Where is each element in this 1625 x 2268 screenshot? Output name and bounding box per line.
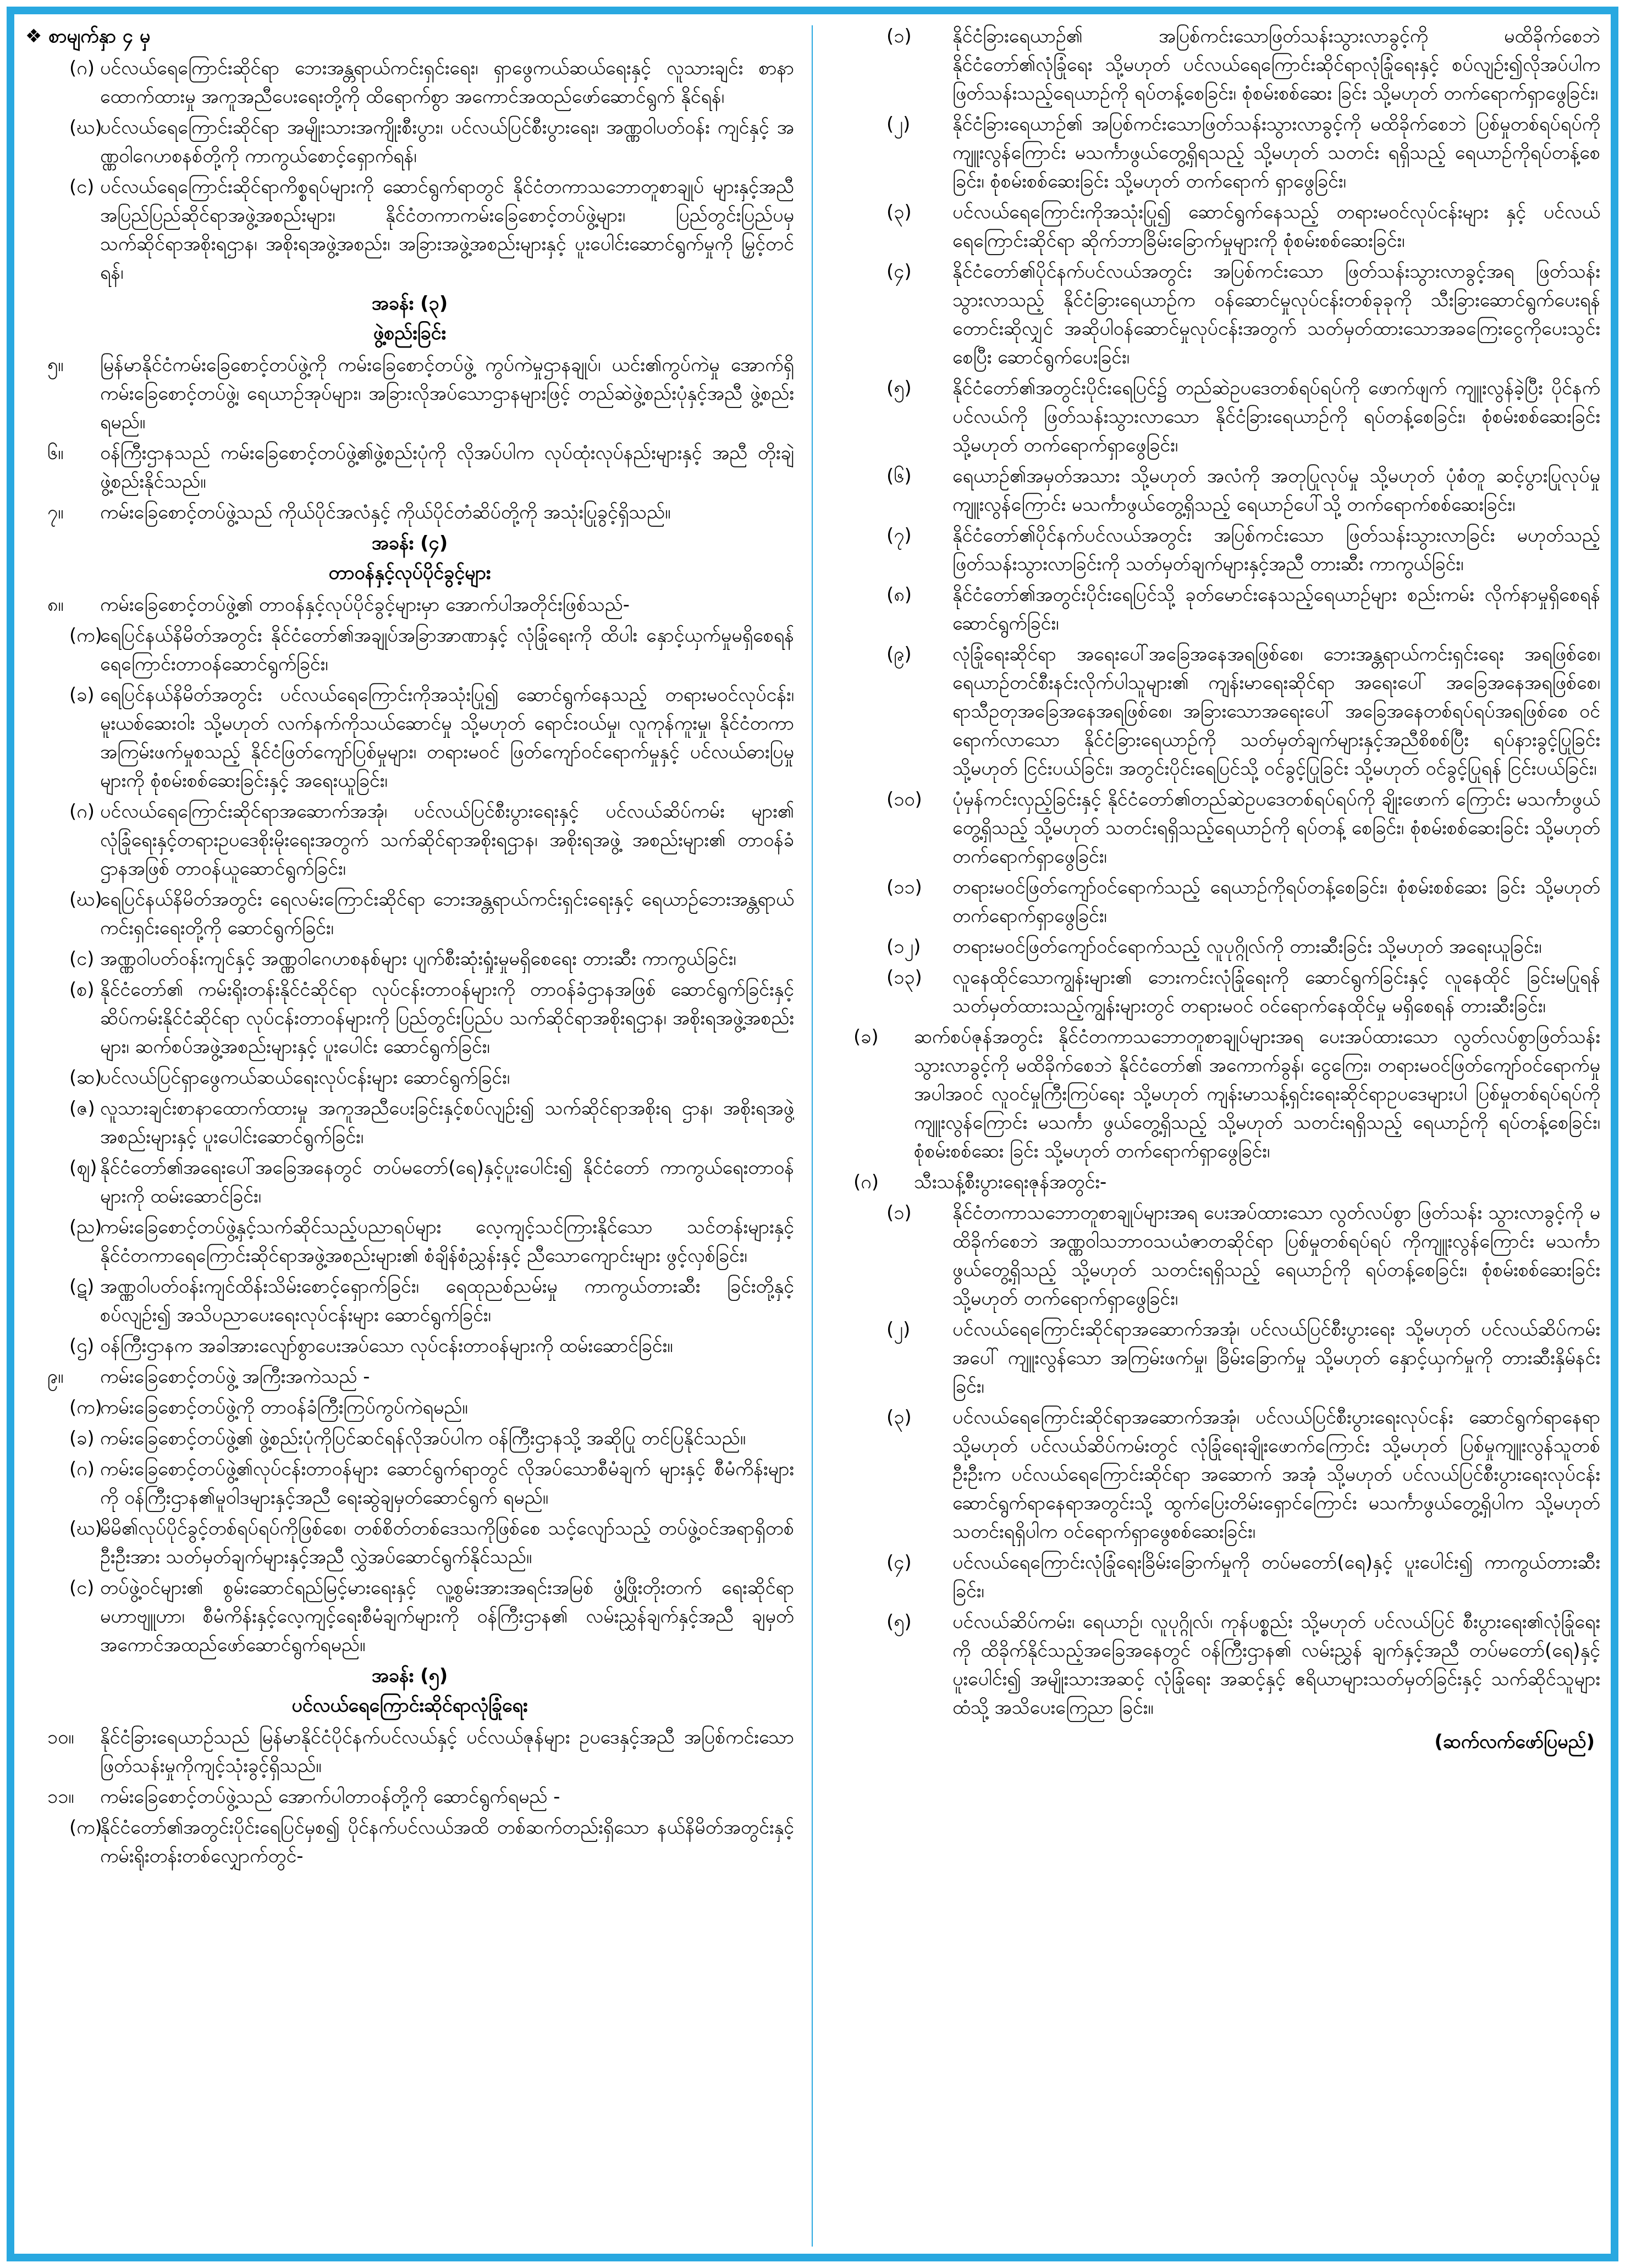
- item-label: (ဇ): [69, 1097, 95, 1119]
- sub-item: [831, 22, 1600, 108]
- item-label: (ဂ): [853, 1171, 879, 1193]
- left-column: [25, 22, 794, 2243]
- item-text: နိုင်ငံတော်၏ပိုင်နက်ပင်လယ်အတွင်း အပြစ်ကင်းသော ဖြတ်သန်းသွားလာခွင့်အရ ဖြတ်သန်းသွားလာသည့် နိုင်ငံခြားရေယာဉ်က ဝန်ဆောင်မှုလုပ်ငန်းတစ်ခုခုကို သီးခြားဆောင်ရွက်ပေးရန်တောင်းဆိုလျှင် အဆိုပါဝန်ဆောင်မှုလုပ်ငန်းအတွက် သတ်မှတ်ထားသောအခကြေးငွေကိုပေးသွင်းစေပြီး ဆောင်ရွက်ပေးခြင်း၊: [952, 261, 1600, 368]
- section-11-kha: [831, 1023, 1600, 1166]
- section-11-ka-subitems: [831, 22, 1600, 1020]
- sub-item: [831, 1199, 1600, 1313]
- item-text: ပင်လယ်ရေကြောင်းဆိုင်ရာကိစ္စရပ်များကို ဆောင်ရွက်ရာတွင် နိုင်ငံတကာသဘောတူစာချုပ် များနှင့်အညီ အပြည်ပြည်ဆိုင်ရာအဖွဲ့အစည်းများ၊ နိုင်ငံတကာကမ်းခြေစောင့်တပ်ဖွဲ့များ၊ ပြည်တွင်းပြည်ပမှ သက်ဆိုင်ရာအစိုးရဌာန၊ အစိုးရအဖွဲ့အစည်း၊ အခြားအဖွဲ့အစည်းများနှင့် ပူးပေါင်းဆောင်ရွက်မှုကို မြှင့်တင်ရန်၊: [100, 176, 794, 284]
- section-label: ၁၁။: [47, 1786, 74, 1808]
- intro-list: [25, 54, 794, 287]
- item-text: ပုံမှန်ကင်းလှည့်ခြင်းနှင့် နိုင်ငံတော်၏တည်ဆဲဥပဒေတစ်ရပ်ရပ်ကို ချိုးဖောက် ကြောင်း မသင်္ကာဖွယ်တွေ့ရှိသည့် သို့မဟုတ် သတင်းရရှိသည့်ရေယာဉ်ကို ရပ်တန့် စေခြင်း၊ စုံစမ်းစစ်ဆေးခြင်း သို့မဟုတ် တက်ရောက်ရှာဖွေခြင်း၊: [952, 788, 1600, 868]
- item-text: ဝန်ကြီးဌာနသည် ကမ်းခြေစောင့်တပ်ဖွဲ့၏ဖွဲ့စည်းပုံကို လိုအပ်ပါက လုပ်ထုံးလုပ်နည်းများနှင့် အညီ တိုးချဲ့ဖွဲ့စည်းနိုင်သည်။: [100, 442, 794, 493]
- item-label: (၁): [886, 25, 912, 47]
- item-label: (စ): [69, 979, 95, 1001]
- chapter-3-sections: [25, 351, 794, 527]
- item-text: ရေပြင်နယ်နိမိတ်အတွင်း ပင်လယ်ရေကြောင်းကိုအသုံးပြု၍ ဆောင်ရွက်နေသည့် တရားမဝင်လုပ်ငန်း၊ မူးယစ်ဆေးဝါး သို့မဟုတ် လက်နက်ကိုသယ်ဆောင်မှု သို့မဟုတ် ရောင်းဝယ်မှု၊ လူကုန်ကူးမှု၊ နိုင်ငံတကာအကြမ်းဖက်မှုစသည့် နိုင်ငံဖြတ်ကျော်ပြစ်မှုများ၊ တရားမဝင် ဖြတ်ကျော်ဝင်ရောက်မှုနှင့် ပင်လယ်ဓားပြမှုများကို စုံစမ်းစစ်ဆေးခြင်းနှင့် အရေးယူခြင်း၊: [100, 684, 794, 792]
- sub-item: [831, 1548, 1600, 1605]
- item-text: တရားမဝင်ဖြတ်ကျော်ဝင်ရောက်သည့် လူပုဂ္ဂိုလ်ကို တားဆီးခြင်း သို့မဟုတ် အရေးယူခြင်း၊: [952, 936, 1542, 958]
- objective-item: [25, 113, 794, 170]
- item-text: ဝန်ကြီးဌာနက အခါအားလျော်စွာပေးအပ်သော လုပ်ငန်းတာဝန်များကို ထမ်းဆောင်ခြင်း။: [100, 1335, 673, 1357]
- section-text: ကမ်းခြေစောင့်တပ်ဖွဲ့ အကြီးအကဲသည် -: [100, 1366, 370, 1388]
- duty-item: [25, 1813, 794, 1870]
- item-label: (ခ): [69, 1427, 95, 1449]
- item-label: ၅။: [47, 354, 64, 376]
- item-text: ကမ်းခြေစောင့်တပ်ဖွဲ့၏လုပ်ငန်းတာဝန်များ ဆောင်ရွက်ရာတွင် လိုအပ်သောစီမံချက် များနှင့် စီမံကိန်းများကို ဝန်ကြီးဌာန၏မူဝါဒများနှင့်အညီ ရေးဆွဲချမှတ်ဆောင်ရွက် ရမည်။: [100, 1458, 794, 1509]
- section-label: ၉။: [47, 1366, 64, 1388]
- chapter-3-title: အခန်း (၃): [371, 293, 448, 314]
- item-label: (၄): [886, 261, 912, 283]
- item-text: ပင်လယ်ဆိပ်ကမ်း၊ ရေယာဉ်၊ လူပုဂ္ဂိုလ်၊ ကုန်ပစ္စည်း သို့မဟုတ် ပင်လယ်ပြင် စီးပွားရေး၏လုံခြုံရေးကို ထိခိုက်နိုင်သည့်အခြေအနေတွင် ဝန်ကြီးဌာန၏ လမ်းညွှန် ချက်နှင့်အညီ တပ်မတော်(ရေ)နှင့်ပူးပေါင်း၍ အမျိုးသားအဆင့် လုံခြုံရေး အဆင့်နှင့် ဧရိယာများသတ်မှတ်ခြင်းနှင့် သက်ဆိုင်သူများထံသို့ အသိပေးကြေညာ ခြင်း။: [952, 1611, 1600, 1719]
- chapter-4-title: အခန်း (၄): [371, 532, 448, 554]
- sub-item: [831, 110, 1600, 196]
- item-text: လူသားချင်းစာနာထောက်ထားမှု အကူအညီပေးခြင်းနှင့်စပ်လျဉ်း၍ သက်ဆိုင်ရာအစိုးရ ဌာန၊ အစိုးရအဖွဲ့အစည်းများနှင့် ပူးပေါင်းဆောင်ရွက်ခြင်း၊: [100, 1097, 794, 1148]
- item-label: (င): [69, 176, 95, 198]
- section-paragraph: [25, 351, 794, 437]
- section-8-items: [25, 621, 794, 1360]
- duty-item: [25, 1063, 794, 1092]
- item-text: ရေယာဉ်၏အမှတ်အသား သို့မဟုတ် အလံကို အတုပြုလုပ်မှု သို့မဟုတ် ပုံစံတူ ဆင့်ပွားပြုလုပ်မှုကျူးလွန်ကြောင်း မသင်္ကာဖွယ်တွေ့ရှိသည့် ရေယာဉ်ပေါ်သို့ တက်ရောက်စစ်ဆေးခြင်း၊: [952, 465, 1600, 516]
- item-text: ပင်လယ်ရေကြောင်းဆိုင်ရာ ဘေးအန္တရာယ်ကင်းရှင်းရေး၊ ရှာဖွေကယ်ဆယ်ရေးနှင့် လူသားချင်း စာနာထောက်ထားမှု အကူအညီပေးရေးတို့ကို ထိရောက်စွာ အကောင်အထည်ဖော်ဆောင်ရွက် နိုင်ရန်၊: [100, 57, 794, 108]
- item-text: ပင်လယ်ရေကြောင်းကိုအသုံးပြု၍ ဆောင်ရွက်နေသည့် တရားမဝင်လုပ်ငန်းများ နှင့် ပင်လယ်ရေကြောင်းဆိုင်ရာ ဆိုက်ဘာခြိမ်းခြောက်မှုများကို စုံစမ်းစစ်ဆေးခြင်း၊: [952, 201, 1600, 252]
- item-label: (ဂ): [69, 57, 95, 79]
- sub-item: [831, 785, 1600, 871]
- item-label: (က): [69, 625, 102, 647]
- duty-item: [25, 1455, 794, 1512]
- duty-item: [25, 1332, 794, 1360]
- item-label: (ဌ): [69, 1335, 95, 1357]
- section-8: [25, 591, 794, 619]
- item-label: (၆): [886, 465, 912, 487]
- item-text: နိုင်ငံတော်၏ ကမ်းရိုးတန်းနိုင်ငံဆိုင်ရာ လုပ်ငန်းတာဝန်များကို တာဝန်ခံဌာနအဖြစ် ဆောင်ရွက်ခြင်းနှင့် ဆိပ်ကမ်းနိုင်ငံဆိုင်ရာ လုပ်ငန်းတာဝန်များကို ပြည်တွင်းပြည်ပ သက်ဆိုင်ရာအစိုးရဌာန၊ အစိုးရအဖွဲ့အစည်းများ၊ ဆက်စပ်အဖွဲ့အစည်းများနှင့် ပူးပေါင်း ဆောင်ရွက်ခြင်း၊: [100, 979, 794, 1058]
- item-text: ကမ်းခြေစောင့်တပ်ဖွဲ့ကို တာဝန်ခံကြီးကြပ်ကွပ်ကဲရမည်။: [100, 1397, 468, 1419]
- sub-item: [831, 374, 1600, 460]
- sub-item: [831, 257, 1600, 372]
- item-text: ပင်လယ်ရေကြောင်းလုံခြုံရေးခြိမ်းခြောက်မှုကို တပ်မတော်(ရေ)နှင့် ပူးပေါင်း၍ ကာကွယ်တားဆီးခြင်း၊: [952, 1552, 1600, 1602]
- item-label: (ခ): [853, 1026, 879, 1048]
- item-text: ကမ်းခြေစောင့်တပ်ဖွဲ့နှင့်သက်ဆိုင်သည့်ပညာရပ်များ လေ့ကျင့်သင်ကြားနိုင်သော သင်တန်းများနှင့် နိုင်ငံတကာရေကြောင်းဆိုင်ရာအဖွဲ့အစည်းများ၏ စံချိန်စံညွှန်းနှင့် ညီသောကျောင်းများ ဖွင့်လှစ်ခြင်း၊: [100, 1216, 794, 1267]
- sub-item: [831, 1608, 1600, 1722]
- section-label: ၁၀။: [47, 1726, 74, 1748]
- item-text: မိမိ၏လုပ်ပိုင်ခွင့်တစ်ရပ်ရပ်ကိုဖြစ်စေ၊ တစ်စိတ်တစ်ဒေသကိုဖြစ်စေ သင့်လျော်သည့် တပ်ဖွဲ့ဝင်အရာရှိတစ်ဦးဦးအား သတ်မှတ်ချက်များနှင့်အညီ လွှဲအပ်ဆောင်ရွက်နိုင်သည်။: [100, 1517, 794, 1568]
- item-label: (၁၃): [886, 967, 922, 989]
- section-11-ga-subitems: [831, 1199, 1600, 1722]
- section-11-ga: [831, 1168, 1600, 1196]
- sub-item: [831, 1403, 1600, 1546]
- section-9: [25, 1362, 794, 1391]
- sub-item: [831, 1315, 1600, 1401]
- item-text: နိုင်ငံတော်၏အတွင်းပိုင်းရေပြင်မှစ၍ ပိုင်နက်ပင်လယ်အထိ တစ်ဆက်တည်းရှိသော နယ်နိမိတ်အတွင်းနှင့် ကမ်းရိုးတန်းတစ်လျှောက်တွင်-: [100, 1817, 794, 1867]
- duty-item: [25, 1094, 794, 1151]
- item-label: (၃): [886, 1406, 912, 1428]
- item-label: (ဃ): [69, 117, 102, 139]
- duty-item: [25, 1154, 794, 1211]
- item-label: (ဃ): [69, 1517, 102, 1539]
- item-label: (ဂ): [69, 1458, 95, 1480]
- item-text: တရားမဝင်ဖြတ်ကျော်ဝင်ရောက်သည့် ရေယာဉ်ကိုရပ်တန့်စေခြင်း၊ စုံစမ်းစစ်ဆေး ခြင်း သို့မဟုတ် တက်ရောက်ရှာဖွေခြင်း၊: [952, 876, 1600, 927]
- duty-item: [25, 975, 794, 1061]
- sub-item: [831, 462, 1600, 519]
- section-text: ကမ်းခြေစောင့်တပ်ဖွဲ့သည် အောက်ပါတာဝန်တို့ကို ဆောင်ရွက်ရမည် -: [100, 1786, 560, 1808]
- to-be-continued: (ဆက်လက်ဖော်ပြမည်): [1434, 1731, 1595, 1753]
- section-11-items: [25, 1813, 794, 1870]
- chapter-5-title: အခန်း (၅): [371, 1665, 448, 1687]
- duty-item: [25, 681, 794, 795]
- item-text: နိုင်ငံခြားရေယာဉ်၏ အပြစ်ကင်းသောဖြတ်သန်းသွားလာခွင့်ကို မထိခိုက်စေဘဲ နိုင်ငံတော်၏လုံခြုံရေး သို့မဟုတ် ပင်လယ်ရေကြောင်းဆိုင်ရာလုံခြုံရေးနှင့် စပ်လျဉ်း၍လိုအပ်ပါက ဖြတ်သန်းသည့်ရေယာဉ်ကို ရပ်တန့်စေခြင်း၊ စုံစမ်းစစ်ဆေး ခြင်း သို့မဟုတ် တက်ရောက်ရှာဖွေခြင်း၊: [952, 25, 1600, 104]
- sub-item: [831, 640, 1600, 783]
- item-text: နိုင်ငံတော်၏အတွင်းပိုင်းရေပြင်၌ တည်ဆဲဥပဒေတစ်ရပ်ရပ်ကို ဖောက်ဖျက် ကျူးလွန်ခဲ့ပြီး ပိုင်နက်ပင်လယ်ကို ဖြတ်သန်းသွားလာသော နိုင်ငံခြားရေယာဉ်ကို ရပ်တန့်စေခြင်း၊ စုံစမ်းစစ်ဆေးခြင်း သို့မဟုတ် တက်ရောက်ရှာဖွေခြင်း၊: [952, 377, 1600, 456]
- item-label: (ဂ): [69, 801, 95, 823]
- item-label: (၉): [886, 643, 912, 665]
- item-text: ကမ်းခြေစောင့်တပ်ဖွဲ့သည် ကိုယ်ပိုင်အလံနှင့် ကိုယ်ပိုင်တံဆိပ်တို့ကို အသုံးပြုခွင့်ရှိသည်။: [100, 501, 671, 523]
- sub-item: [831, 963, 1600, 1020]
- item-label: (၅): [886, 1611, 912, 1633]
- duty-item: [25, 885, 794, 942]
- right-column: [831, 22, 1600, 2243]
- item-text: လုံခြုံရေးဆိုင်ရာ အရေးပေါ်အခြေအနေအရဖြစ်စေ၊ ဘေးအန္တရာယ်ကင်းရှင်းရေး အရဖြစ်စေ၊ ရေယာဉ်တင်စီးနင်းလိုက်ပါသူများ၏ ကျန်းမာရေးဆိုင်ရာ အရေးပေါ် အခြေအနေအရဖြစ်စေ၊ ရာသီဥတုအခြေအနေအရဖြစ်စေ၊ အခြားသောအရေးပေါ် အခြေအနေတစ်ရပ်ရပ်အရဖြစ်စေ ဝင်ရောက်လာသော နိုင်ငံခြားရေယာဉ်ကို သတ်မှတ်ချက်များနှင့်အညီစိစစ်ပြီး ရပ်နားခွင့်ပြုခြင်း သို့မဟုတ် ငြင်းပယ်ခြင်း၊ အတွင်းပိုင်းရေပြင်သို့ ဝင်ခွင့်ပြုခြင်း သို့မဟုတ် ဝင်ခွင့်ပြုရန် ငြင်းပယ်ခြင်း၊: [952, 643, 1600, 780]
- item-text: သီးသန့်စီးပွားရေးဇုန်အတွင်း-: [914, 1171, 1107, 1193]
- item-text: ပင်လယ်ရေကြောင်းဆိုင်ရာ အမျိုးသားအကျိုးစီးပွား၊ ပင်လယ်ပြင်စီးပွားရေး၊ အဏ္ဏဝါပတ်ဝန်း ကျင်နှင့် အဏ္ဏဝါဂေဟစနစ်တို့ကို ကာကွယ်စောင့်ရှောက်ရန်၊: [100, 117, 794, 167]
- item-text: နိုင်ငံတော်၏အတွင်းပိုင်းရေပြင်သို့ ခုတ်မောင်းနေသည့်ရေယာဉ်များ စည်းကမ်း လိုက်နာမှုရှိစေရန် ဆောင်ရွက်ခြင်း၊: [952, 584, 1600, 634]
- item-label: (င): [69, 948, 95, 970]
- item-text: ရေပြင်နယ်နိမိတ်အတွင်း နိုင်ငံတော်၏အချုပ်အခြာအာဏာနှင့် လုံခြုံရေးကို ထိပါး နှောင့်ယှက်မှုမရှိစေရန် ရေကြောင်းတာဝန်ဆောင်ရွက်ခြင်း၊: [100, 625, 794, 675]
- section-text: ကမ်းခြေစောင့်တပ်ဖွဲ့၏ တာဝန်နှင့်လုပ်ပိုင်ခွင့်များမှာ အောက်ပါအတိုင်းဖြစ်သည်-: [100, 594, 630, 616]
- item-label: (ဃ): [69, 889, 102, 910]
- newspaper-page: [7, 7, 1618, 2261]
- item-label: (၁၀): [886, 788, 922, 810]
- section-label: ၈။: [47, 594, 64, 616]
- chapter-4-subtitle: တာဝန်နှင့်လုပ်ပိုင်ခွင့်များ: [328, 562, 491, 584]
- duty-item: [25, 1213, 794, 1270]
- item-label: (၁၂): [886, 936, 921, 958]
- item-text: နိုင်ငံခြားရေယာဉ်၏ အပြစ်ကင်းသောဖြတ်သန်းသွားလာခွင့်ကို မထိခိုက်စေဘဲ ပြစ်မှုတစ်ရပ်ရပ်ကို ကျူးလွန်ကြောင်း မသင်္ကာဖွယ်တွေ့ရှိရသည့် သို့မဟုတ် သတင်း ရရှိသည့် ရေယာဉ်ကိုရပ်တန့်စေခြင်း၊ စုံစမ်းစစ်ဆေးခြင်း သို့မဟုတ် တက်ရောက် ရှာဖွေခြင်း၊: [952, 113, 1600, 192]
- item-text: ပင်လယ်ရေကြောင်းဆိုင်ရာအဆောက်အအုံ၊ ပင်လယ်ပြင်စီးပွားရေးလုပ်ငန်း ဆောင်ရွက်ရာနေရာ သို့မဟုတ် ပင်လယ်ဆိပ်ကမ်းတွင် လုံခြုံရေးချိုးဖောက်ကြောင်း သို့မဟုတ် ပြစ်မှုကျူးလွန်သူတစ်ဦးဦးက ပင်လယ်ရေကြောင်းဆိုင်ရာ အဆောက် အအုံ သို့မဟုတ် ပင်လယ်ပြင်စီးပွားရေးလုပ်ငန်း ဆောင်ရွက်ရာနေရာအတွင်းသို့ ထွက်ပြေးတိမ်းရှောင်ကြောင်း မသင်္ကာဖွယ်တွေ့ရှိပါက သို့မဟုတ် သတင်းရရှိပါက ဝင်ရောက်ရှာဖွေစစ်ဆေးခြင်း၊: [952, 1406, 1600, 1543]
- item-label: (၄): [886, 1552, 912, 1574]
- objective-item: [25, 54, 794, 111]
- item-label: (၃): [886, 201, 912, 223]
- item-label: (က): [69, 1397, 102, 1419]
- section-11: [25, 1783, 794, 1811]
- item-label: ၇။: [47, 501, 64, 523]
- sub-item: [831, 932, 1600, 961]
- continued-from-header: ❖ စာမျက်နှာ ၄ မှ: [25, 25, 151, 47]
- item-text: နိုင်ငံတော်၏အရေးပေါ်အခြေအနေတွင် တပ်မတော်(ရေ)နှင့်ပူးပေါင်း၍ နိုင်ငံတော် ကာကွယ်ရေးတာဝန်များကို ထမ်းဆောင်ခြင်း၊: [100, 1157, 794, 1207]
- item-label: (ခ): [69, 684, 95, 706]
- item-text: ပင်လယ်ပြင်ရှာဖွေကယ်ဆယ်ရေးလုပ်ငန်းများ ဆောင်ရွက်ခြင်း၊: [100, 1067, 510, 1089]
- duty-item: [25, 945, 794, 973]
- item-label: (ဆ): [69, 1067, 102, 1089]
- item-label: (၇): [886, 525, 912, 547]
- item-label: (၂): [886, 1318, 911, 1340]
- item-text: ပင်လယ်ရေကြောင်းဆိုင်ရာအဆောက်အအုံ၊ ပင်လယ်ပြင်စီးပွားရေး သို့မဟုတ် ပင်လယ်ဆိပ်ကမ်းအပေါ် ကျူးလွန်သော အကြမ်းဖက်မှု၊ ခြိမ်းခြောက်မှု သို့မဟုတ် နှောင့်ယှက်မှုကို တားဆီးနှိမ်နင်းခြင်း၊: [952, 1318, 1600, 1398]
- chapter-3-subtitle: ဖွဲ့စည်းခြင်း: [373, 322, 447, 344]
- item-label: (င): [69, 1577, 95, 1599]
- item-text: မြန်မာနိုင်ငံကမ်းခြေစောင့်တပ်ဖွဲ့ကို ကမ်းခြေစောင့်တပ်ဖွဲ့ ကွပ်ကဲမှုဌာနချုပ်၊ ယင်း၏ကွပ်ကဲမှု အောက်ရှိ ကမ်းခြေစောင့်တပ်ဖွဲ့၊ ရေယာဉ်အုပ်များ၊ အခြားလိုအပ်သောဌာနများဖြင့် တည်ဆဲဖွဲ့စည်းပုံနှင့်အညီ ဖွဲ့စည်းရမည်။: [100, 354, 794, 433]
- item-label: (ဈ): [69, 1157, 97, 1179]
- item-label: (၅): [886, 377, 912, 399]
- item-text: တပ်ဖွဲ့ဝင်များ၏ စွမ်းဆောင်ရည်မြင့်မားရေးနှင့် လူ့စွမ်းအားအရင်းအမြစ် ဖွံ့ဖြိုးတိုးတက် ရေးဆိုင်ရာ မဟာဗျူဟာ၊ စီမံကိန်းနှင့်လေ့ကျင့်ရေးစီမံချက်များကို ဝန်ကြီးဌာန၏ လမ်းညွှန်ချက်နှင့်အညီ ချမှတ်အကောင်အထည်ဖော်ဆောင်ရွက်ရမည်။: [100, 1577, 794, 1656]
- item-label: (ည): [69, 1216, 102, 1238]
- item-text: နိုင်ငံတကာသဘောတူစာချုပ်များအရ ပေးအပ်ထားသော လွတ်လပ်စွာ ဖြတ်သန်း သွားလာခွင့်ကို မထိခိုက်စေဘဲ အဏ္ဏဝါသဘာဝသယံဇာတဆိုင်ရာ ပြစ်မှုတစ်ရပ်ရပ် ကိုကျူးလွန်ကြောင်း မသင်္ကာဖွယ်တွေ့ရှိသည့် သို့မဟုတ် သတင်းရရှိသည့် ရေယာဉ်ကို ရပ်တန့်စေခြင်း၊ စုံစမ်းစစ်ဆေးခြင်း သို့မဟုတ် တက်ရောက်ရှာဖွေခြင်း၊: [952, 1202, 1600, 1310]
- item-text: ဆက်စပ်ဇုန်အတွင်း နိုင်ငံတကာသဘောတူစာချုပ်များအရ ပေးအပ်ထားသော လွတ်လပ်စွာဖြတ်သန်းသွားလာခွင့်ကို မထိခိုက်စေဘဲ နိုင်ငံတော်၏ အကောက်ခွန်၊ ငွေကြေး၊ တရားမဝင်ဖြတ်ကျော်ဝင်ရောက်မှုအပါအဝင် လူဝင်မှုကြီးကြပ်ရေး သို့မဟုတ် ကျန်းမာသန့်ရှင်းရေးဆိုင်ရာဥပဒေများပါ ပြစ်မှုတစ်ရပ်ရပ်ကို ကျူးလွန်ကြောင်း မသင်္ကာ ဖွယ်တွေ့ရှိသည့် သို့မဟုတ် သတင်းရရှိသည့် ရေယာဉ်ကို ရပ်တန့်စေခြင်း၊ စုံစမ်းစစ်ဆေး ခြင်း သို့မဟုတ် တက်ရောက်ရှာဖွေခြင်း၊: [914, 1026, 1600, 1162]
- sub-item: [831, 521, 1600, 578]
- section-10: [25, 1723, 794, 1780]
- item-label: (၂): [886, 113, 911, 135]
- duty-item: [25, 1574, 794, 1659]
- duty-item: [25, 1424, 794, 1453]
- item-label: (၈): [886, 584, 912, 606]
- section-text: နိုင်ငံခြားရေယာဉ်သည် မြန်မာနိုင်ငံပိုင်နက်ပင်လယ်နှင့် ပင်လယ်ဇုန်များ ဥပဒေနှင့်အညီ အပြစ်ကင်းသော ဖြတ်သန်းမှုကိုကျင့်သုံးခွင့်ရှိသည်။: [100, 1726, 794, 1777]
- item-label: ၆။: [47, 442, 64, 464]
- item-label: (၁): [886, 1202, 912, 1224]
- duty-item: [25, 1272, 794, 1329]
- item-label: (၁၁): [886, 876, 922, 898]
- sub-item: [831, 873, 1600, 930]
- item-label: (က): [69, 1817, 102, 1839]
- item-text: လူနေထိုင်သောကျွန်းများ၏ ဘေးကင်းလုံခြုံရေးကို ဆောင်ရွက်ခြင်းနှင့် လူနေထိုင် ခြင်းမပြုရန် သတ်မှတ်ထားသည့်ကျွန်းများတွင် တရားမဝင် ဝင်ရောက်နေထိုင်မှု မရှိစေရန် တားဆီးခြင်း၊: [952, 967, 1600, 1017]
- section-9-items: [25, 1393, 794, 1659]
- chapter-5-subtitle: ပင်လယ်ရေကြောင်းဆိုင်ရာလုံခြုံရေး: [291, 1695, 528, 1717]
- objective-item: [25, 173, 794, 287]
- item-text: အဏ္ဏဝါပတ်ဝန်းကျင်နှင့် အဏ္ဏဝါဂေဟစနစ်များ ပျက်စီးဆုံးရှုံးမှုမရှိစေရေး တားဆီး ကာကွယ်ခြင်း၊: [100, 948, 736, 970]
- item-text: နိုင်ငံတော်၏ပိုင်နက်ပင်လယ်အတွင်း အပြစ်ကင်းသော ဖြတ်သန်းသွားလာခြင်း မဟုတ်သည့် ဖြတ်သန်းသွားလာခြင်းကို သတ်မှတ်ချက်များနှင့်အညီ တားဆီး ကာကွယ်ခြင်း၊: [952, 525, 1600, 575]
- duty-item: [25, 797, 794, 883]
- item-label: (ဋ): [69, 1276, 95, 1298]
- sub-item: [831, 581, 1600, 638]
- duty-item: [25, 621, 794, 678]
- item-text: ရေပြင်နယ်နိမိတ်အတွင်း ရေလမ်းကြောင်းဆိုင်ရာ ဘေးအန္တရာယ်ကင်းရှင်းရေးနှင့် ရေယာဉ်ဘေးအန္တရာယ်ကင်းရှင်းရေးတို့ကို ဆောင်ရွက်ခြင်း၊: [100, 889, 794, 939]
- section-paragraph: [25, 439, 794, 496]
- duty-item: [25, 1393, 794, 1422]
- item-text: ကမ်းခြေစောင့်တပ်ဖွဲ့၏ ဖွဲ့စည်းပုံကိုပြင်ဆင်ရန်လိုအပ်ပါက ဝန်ကြီးဌာနသို့ အဆိုပြု တင်ပြနိုင်သည်။: [100, 1427, 746, 1449]
- sub-item: [831, 198, 1600, 255]
- duty-item: [25, 1514, 794, 1571]
- column-divider: [812, 25, 813, 2247]
- section-paragraph: [25, 498, 794, 527]
- item-text: အဏ္ဏဝါပတ်ဝန်းကျင်ထိန်းသိမ်းစောင့်ရှောက်ခြင်း၊ ရေထုညစ်ညမ်းမှု ကာကွယ်တားဆီး ခြင်းတို့နှင့်စပ်လျဉ်း၍ အသိပညာပေးရေးလုပ်ငန်းများ ဆောင်ရွက်ခြင်း၊: [100, 1276, 794, 1326]
- item-text: ပင်လယ်ရေကြောင်းဆိုင်ရာအဆောက်အအုံ၊ ပင်လယ်ပြင်စီးပွားရေးနှင့် ပင်လယ်ဆိပ်ကမ်း များ၏ လုံခြုံရေးနှင့်တရားဥပဒေစိုးမိုးရေးအတွက် သက်ဆိုင်ရာအစိုးရဌာန၊ အစိုးရအဖွဲ့ အစည်းများ၏ တာဝန်ခံဌာနအဖြစ် တာဝန်ယူဆောင်ရွက်ခြင်း၊: [100, 801, 794, 880]
